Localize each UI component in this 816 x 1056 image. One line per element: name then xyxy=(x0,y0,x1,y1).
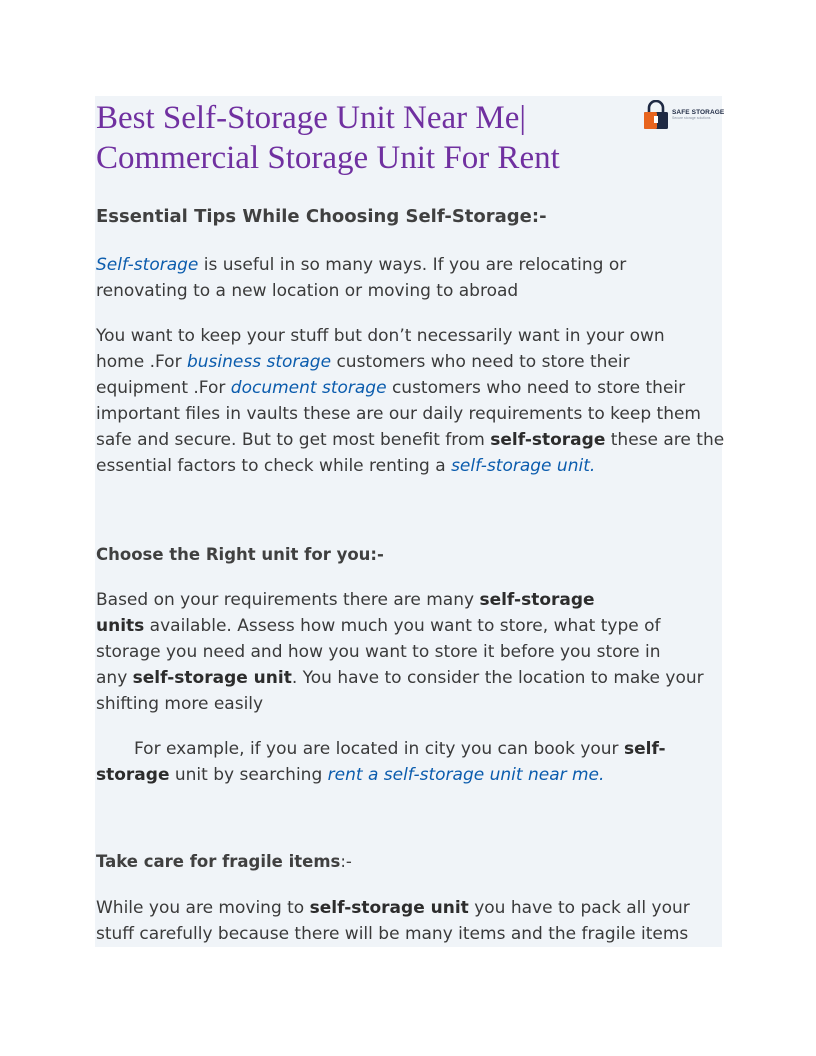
safe-storage-logo xyxy=(642,99,725,131)
padlock-icon xyxy=(642,100,670,130)
paragraph-line: important files in vaults these are our daily requirements to keep them xyxy=(96,404,701,424)
paragraph-line: Self-storage is useful in so many ways. If you are relocating or xyxy=(96,255,627,275)
link-business-storage[interactable]: business storage xyxy=(186,352,332,372)
section-heading-essential-tips: Essential Tips While Choosing Self-Storage:- xyxy=(96,206,547,227)
paragraph-line: Based on your requirements there are many self-storage xyxy=(96,590,595,610)
paragraph-line: storage unit by searching rent a self-storage unit near me. xyxy=(96,765,605,785)
paragraph-line: home .For business storage customers who need to store their xyxy=(96,352,630,372)
paragraph-line: renovating to a new location or moving to abroad xyxy=(96,281,519,301)
paragraph-line: any self-storage unit. You have to consider the location to make your xyxy=(96,668,704,688)
paragraph-line: For example, if you are located in city you can book your self- xyxy=(134,739,666,759)
paragraph-line: units available. Assess how much you want to store, what type of xyxy=(96,616,661,636)
link-self-storage-unit[interactable]: self-storage unit. xyxy=(451,456,596,476)
document-title xyxy=(96,98,616,178)
paragraph-line: shifting more easily xyxy=(96,694,264,714)
link-document-storage[interactable]: document storage xyxy=(230,378,387,398)
title-line-1: Best Self-Storage Unit Near Me| xyxy=(96,100,526,136)
section-heading-fragile-items: Take care for fragile items:- xyxy=(96,852,352,871)
logo-tagline: Secure storage solutions xyxy=(672,116,711,120)
section-heading-right-unit: Choose the Right unit for you:- xyxy=(96,545,384,564)
paragraph-line: equipment .For document storage customers who need to store their xyxy=(96,378,686,398)
paragraph-line: You want to keep your stuff but don’t necessarily want in your own xyxy=(96,326,665,346)
link-self-storage[interactable]: Self-storage xyxy=(96,255,199,275)
paragraph-line: storage you need and how you want to store it before you store in xyxy=(96,642,661,662)
logo-name: SAFE STORAGE xyxy=(672,108,725,116)
paragraph-line: safe and secure. But to get most benefit from self-storage these are the xyxy=(96,430,725,450)
paragraph-line: While you are moving to self-storage unit you have to pack all your xyxy=(96,898,690,918)
paragraph-line: essential factors to check while renting a self-storage unit. xyxy=(96,456,596,476)
title-line-2: Commercial Storage Unit For Rent xyxy=(96,140,560,176)
link-rent-near-me[interactable]: rent a self-storage unit near me. xyxy=(327,765,605,785)
paragraph-line: stuff carefully because there will be many items and the fragile items xyxy=(96,924,689,944)
